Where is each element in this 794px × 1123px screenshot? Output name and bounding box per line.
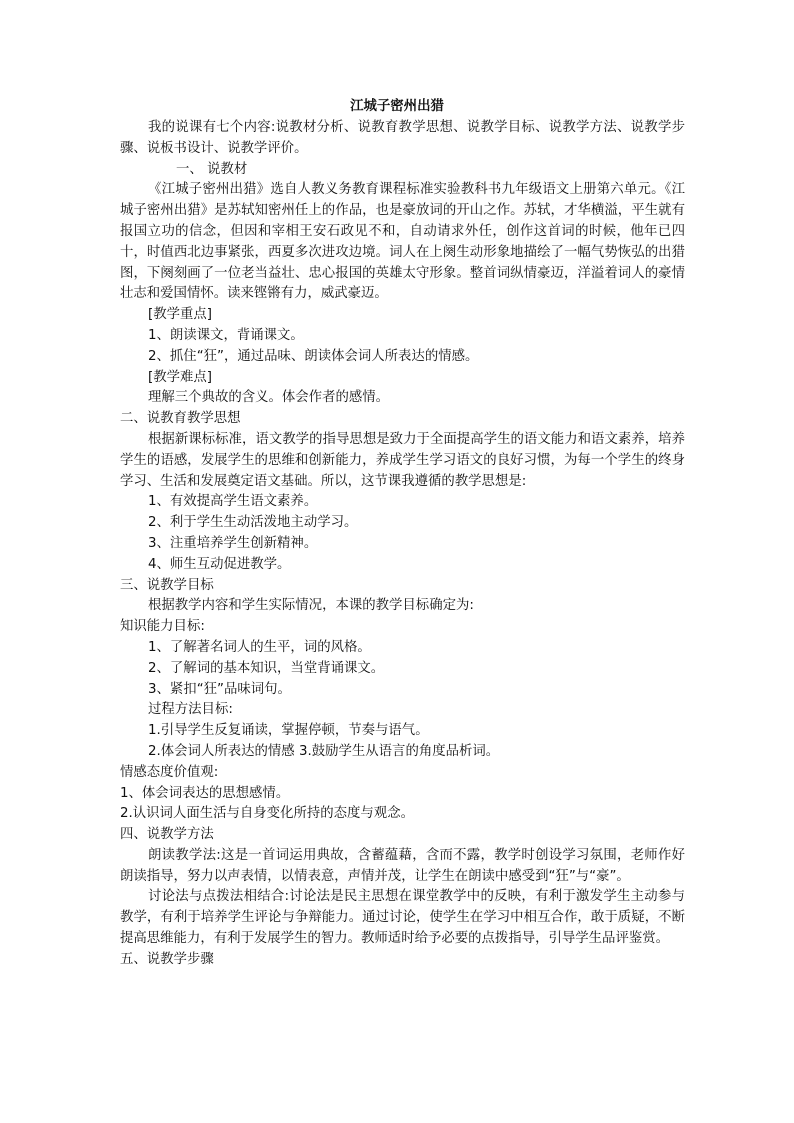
list-item: 1.引导学生反复诵读，掌握停顿，节奏与语气。 [148, 723, 429, 739]
document-body [120, 118, 685, 971]
key-points-label: [教学重点] [148, 307, 213, 323]
emotion-label: 情感态度价值观: [120, 764, 219, 780]
list-item: 2、了解词的基本知识，当堂背诵课文。 [148, 660, 385, 676]
section-heading-2: 二、说教育教学思想 [120, 411, 241, 427]
process-label: 过程方法目标: [148, 702, 233, 718]
list-item: 2、利于学生生动活泼地主动学习。 [148, 515, 358, 531]
section2-paragraph: 根据新课标标准，语文教学的指导思想是致力于全面提高学生的语文能力和语文素养，培养学生的语感，发展学生的思维和创新能力，养成学生学习语文的良好习惯，为每一个学生的终身学习、生活和发展奠定语文基础。所以，这节课我遵循的教学思想是: [120, 431, 685, 489]
difficulty-text: 理解三个典故的含义。体会作者的感情。 [148, 390, 390, 406]
list-item: 3、紧扣“狂”品味词句。 [148, 681, 291, 697]
section-heading-3: 三、说教学目标 [120, 577, 214, 593]
section-heading-1: 一、 说教材 [176, 161, 248, 177]
document-title: 江城子密州出猎 [350, 99, 444, 114]
list-item: 2.认识词人面生活与自身变化所持的态度与观念。 [120, 806, 414, 822]
list-item: 1、有效提高学生语文素养。 [148, 494, 318, 510]
list-item: 2.体会词人所表达的情感 3.鼓励学生从语言的角度品析词。 [148, 743, 500, 759]
section4-paragraph: 朗读教学法:这是一首词运用典故，含蓄蕴藉，含而不露，教学时创设学习氛围，老师作好朗读指导，努力以声表情，以情表意，声情并茂，让学生在朗读中感受到“狂”与“豪”。 [120, 847, 685, 884]
section-heading-4: 四、说教学方法 [120, 827, 214, 843]
key-point-item: 1、朗读课文，背诵课文。 [148, 327, 304, 343]
section4-paragraph: 讨论法与点拨法相结合:讨论法是民主思想在课堂教学中的反映，有利于激发学生主动参与教学，有利于培养学生评论与争辩能力。通过讨论，使学生在学习中相互合作，敢于质疑，不断提高思维能力，有利于发展学生的智力。教师适时给予必要的点拨指导，引导学生品评鉴赏。 [120, 889, 685, 947]
list-item: 1、体会词表达的思想感情。 [120, 785, 290, 801]
knowledge-label: 知识能力目标: [120, 619, 205, 635]
section1-paragraph: 《江城子密州出猎》选自人教义务教育课程标准实验教科书九年级语文上册第六单元。《江城子密州出猎》是苏轼知密州任上的作品，也是豪放词的开山之作。苏轼，才华横溢，平生就有报国立功的信念，但因和宰相王安石政见不和，自动请求外任，创作这首词的时候，他年已四十，时值西北边事紧张，西夏多次进攻边境。词人在上阕生动形象地描绘了一幅气势恢弘的出猎图，下阕刻画了一位老当益壮、忠心报国的英雄太守形象。整首词纵情豪迈，洋溢着词人的豪情壮志和爱国情怀。读来铿锵有力，威武豪迈。 [120, 182, 685, 302]
list-item: 4、师生互动促进教学。 [148, 556, 291, 572]
list-item: 3、注重培养学生创新精神。 [148, 535, 318, 551]
key-point-item: 2、抓住“狂”，通过品味、朗读体会词人所表达的情感。 [148, 348, 479, 364]
difficulty-label: [教学难点] [148, 369, 213, 385]
intro-paragraph: 我的说课有七个内容:说教材分析、说教育教学思想、说教学目标、说教学方法、说教学步骤、说板书设计、说教学评价。 [120, 120, 685, 156]
section3-paragraph: 根据教学内容和学生实际情况，本课的教学目标确定为: [148, 598, 474, 614]
list-item: 1、了解著名词人的生平，词的风格。 [148, 639, 371, 655]
section-heading-5: 五、说教学步骤 [120, 951, 214, 967]
